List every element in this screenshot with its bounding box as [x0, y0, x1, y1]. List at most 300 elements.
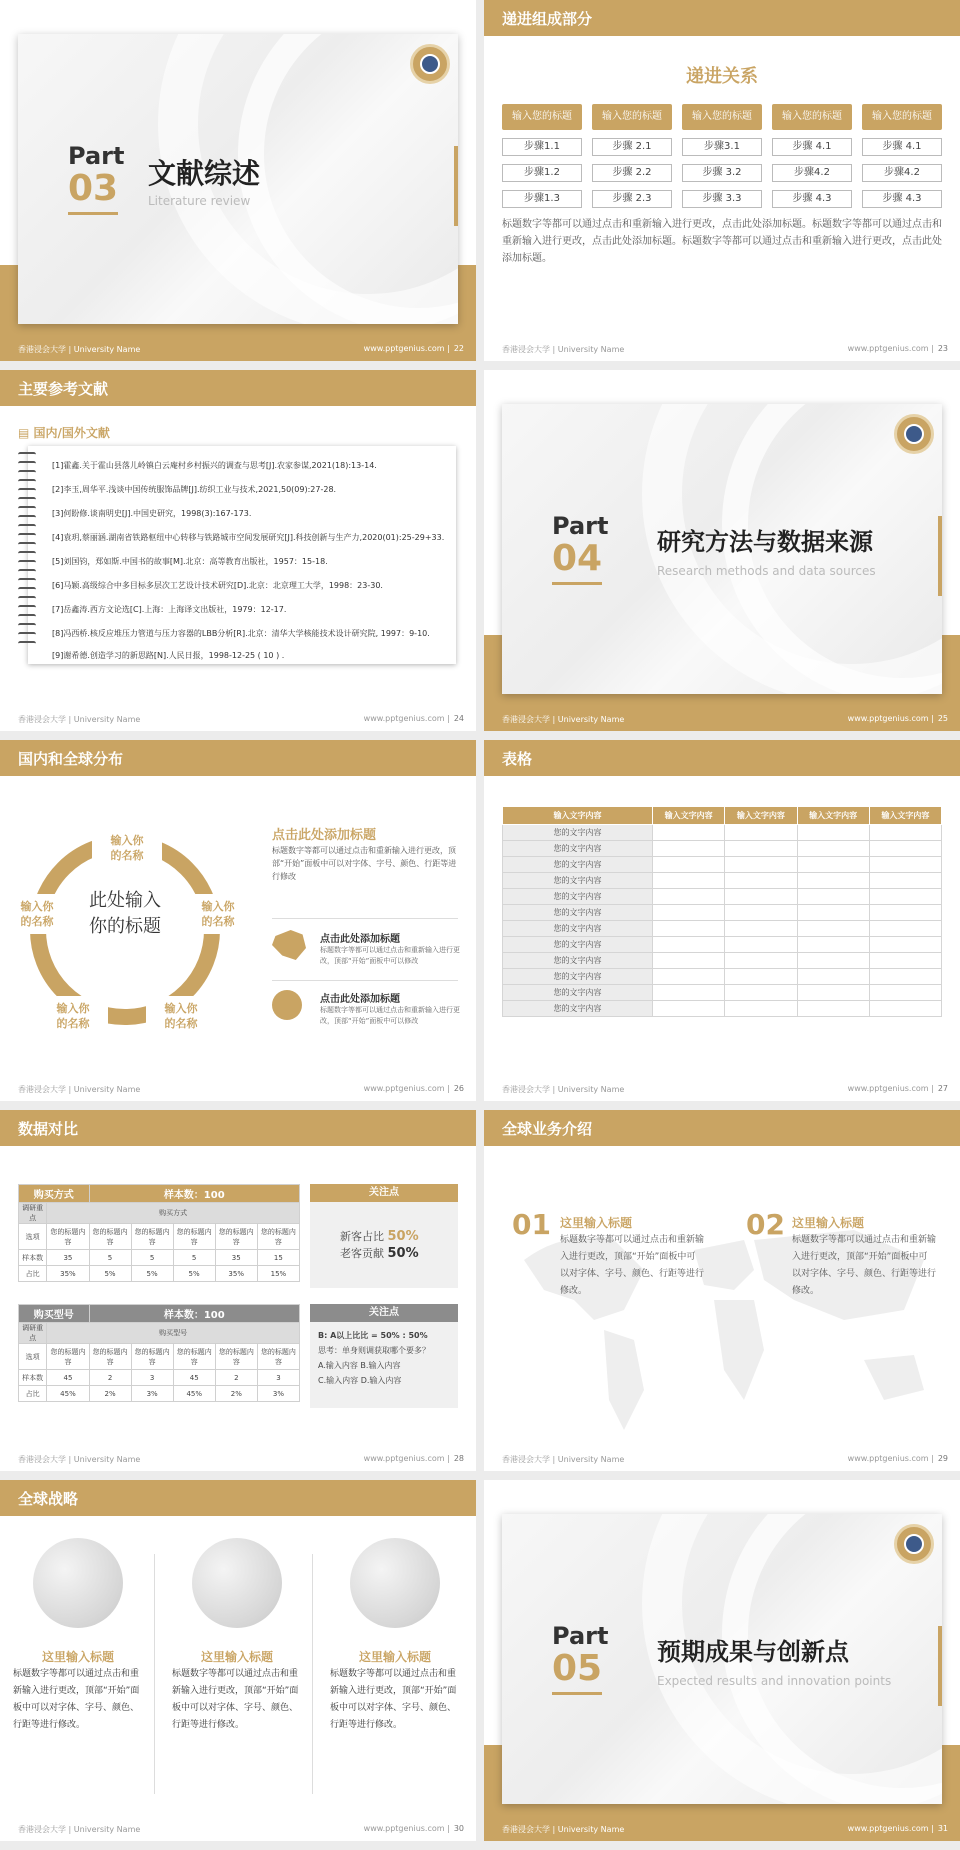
subsection-title	[18, 424, 110, 441]
slide-header	[0, 370, 476, 406]
table-cell	[797, 921, 869, 937]
step-column	[502, 104, 582, 208]
column-head: 输入您的标题	[682, 104, 762, 130]
footer: 香港浸会大学 | University Name www.pptgenius.com | 29	[502, 1454, 948, 1464]
table-cell	[797, 889, 869, 905]
table-row	[19, 1344, 300, 1370]
table-cell	[653, 905, 725, 921]
footer: 香港浸会大学 | University Name www.pptgenius.com | 30	[18, 1824, 464, 1834]
focus-box	[310, 1184, 458, 1288]
table-cell	[869, 1001, 941, 1017]
table-row	[503, 953, 942, 969]
table-row	[503, 825, 942, 841]
china-map-icon	[272, 930, 306, 960]
step-box: 步骤1.3	[502, 190, 582, 208]
table-cell: 35%	[215, 1266, 257, 1282]
part-label: Part	[68, 142, 125, 170]
accent-bar	[938, 516, 942, 596]
footer-site: www.pptgenius.com	[847, 1824, 929, 1833]
table-cell	[797, 873, 869, 889]
part-number: 03	[68, 168, 119, 209]
footer-university: 香港浸会大学 | University Name	[502, 1825, 625, 1834]
slide-title: 主要参考文献	[18, 380, 109, 398]
table-cell: 您的标题内容	[47, 1344, 89, 1370]
table-cell: 您的文字内容	[503, 889, 653, 905]
table-cell	[869, 905, 941, 921]
column-head: 输入您的标题	[862, 104, 942, 130]
step-box: 步骤 3.2	[682, 164, 762, 182]
section-subtitle: Expected results and innovation points	[657, 1674, 892, 1688]
table-cell	[797, 857, 869, 873]
part-underline	[552, 582, 602, 585]
footer-site: www.pptgenius.com	[363, 1084, 445, 1093]
table-cell	[725, 921, 797, 937]
item-text: 标题数字等都可以通过点击和重新输入进行更改，顶部“开始”面板中可以对字体、字号、颜色、行距等进行修改。	[13, 1669, 140, 1730]
step-box: 步骤 4.1	[862, 138, 942, 156]
table-cell: 您的标题内容	[257, 1344, 299, 1370]
section-card	[502, 404, 942, 694]
table-cell	[653, 825, 725, 841]
row-label: 样本数	[19, 1370, 47, 1386]
focus-label: 新客占比	[340, 1230, 384, 1243]
table-cell	[797, 985, 869, 1001]
footer-university: 香港浸会大学 | University Name	[18, 1085, 141, 1094]
globe-icon	[192, 1538, 282, 1628]
page-number: 22	[453, 344, 464, 353]
table-cell: 15	[257, 1250, 299, 1266]
table-cell: 您的文字内容	[503, 937, 653, 953]
part-underline	[552, 1692, 602, 1695]
table-cell: 您的文字内容	[503, 921, 653, 937]
focus-ratio: B: A以上比比 = 50% : 50%	[318, 1331, 428, 1340]
page-number: 25	[937, 714, 948, 723]
table-cell	[869, 937, 941, 953]
footer-site: www.pptgenius.com	[363, 714, 445, 723]
table-cell: 35%	[47, 1266, 89, 1282]
page-number: 31	[937, 1824, 948, 1833]
cycle-node	[38, 996, 108, 1036]
table-cell: 您的文字内容	[503, 969, 653, 985]
accent-bar	[454, 146, 458, 226]
table-cell	[653, 857, 725, 873]
page-number: 23	[937, 344, 948, 353]
table-cell: 15%	[257, 1266, 299, 1282]
slide-23[interactable]	[484, 0, 960, 361]
table-row	[19, 1323, 300, 1344]
table-cell	[725, 905, 797, 921]
table-cell: 5	[89, 1250, 131, 1266]
step-box: 步骤 4.3	[772, 190, 852, 208]
item-title: 这里输入标题	[560, 1216, 633, 1230]
section-subtitle: Literature review	[148, 194, 251, 208]
column-header: 输入文字内容	[725, 807, 797, 825]
divider	[272, 980, 458, 981]
table-cell: 您的文字内容	[503, 825, 653, 841]
table-cell	[725, 889, 797, 905]
row-label: 样本数	[19, 1250, 47, 1266]
slide-30[interactable]	[0, 1480, 476, 1841]
node-line: 的名称	[201, 915, 235, 928]
node-line: 输入你	[56, 1002, 90, 1015]
table-cell: 您的标题内容	[131, 1224, 173, 1250]
table-cell	[725, 985, 797, 1001]
item-text: 标题数字等都可以通过点击和重新输入进行更改，顶部“开始”面板中可以对字体、字号、颜色、行距等进行修改。	[560, 1235, 705, 1296]
table-cell: 5%	[131, 1266, 173, 1282]
step-column	[592, 104, 672, 208]
table-title-row	[19, 1185, 300, 1203]
cycle-node	[2, 894, 72, 934]
step-box: 步骤4.2	[772, 164, 852, 182]
footer-university: 香港浸会大学 | University Name	[18, 1455, 141, 1464]
slide-26[interactable]	[0, 740, 476, 1101]
slide-title: 数据对比	[18, 1120, 79, 1138]
step-box: 步骤 3.3	[682, 190, 762, 208]
footer-site: www.pptgenius.com	[847, 1084, 929, 1093]
table-row	[19, 1370, 300, 1386]
table-cell	[653, 873, 725, 889]
table-cell	[869, 841, 941, 857]
section-title: 研究方法与数据来源	[657, 528, 873, 556]
node-line: 的名称	[110, 849, 144, 862]
table-cell: 您的文字内容	[503, 985, 653, 1001]
table-row	[503, 873, 942, 889]
reference-item: [4]袁玥,蔡丽涵.湖南省铁路枢纽中心转移与铁路城市空间发展研究[J].科技创新与生产力,2020(01):25-29+33.	[52, 533, 445, 542]
step-box: 步骤4.2	[862, 164, 942, 182]
table-cell	[797, 1001, 869, 1017]
slide-25[interactable]	[484, 370, 960, 731]
table-cell: 您的标题内容	[215, 1224, 257, 1250]
table-cell	[869, 985, 941, 1001]
table-row	[503, 985, 942, 1001]
row-label: 选项	[19, 1344, 47, 1370]
column-header: 输入文字内容	[797, 807, 869, 825]
table-cell	[725, 873, 797, 889]
column-head: 输入您的标题	[772, 104, 852, 130]
option: A.输入内容	[318, 1361, 358, 1370]
part-label: Part	[552, 512, 609, 540]
table-cell	[725, 841, 797, 857]
slide-header	[484, 1110, 960, 1146]
table-cell	[869, 953, 941, 969]
table-cell	[725, 969, 797, 985]
footer-university: 香港浸会大学 | University Name	[18, 715, 141, 724]
footer-university: 香港浸会大学 | University Name	[502, 1455, 625, 1464]
footer-university: 香港浸会大学 | University Name	[502, 345, 625, 354]
table-cell	[653, 921, 725, 937]
table-row	[503, 841, 942, 857]
table-cell	[725, 825, 797, 841]
slide-title: 表格	[502, 750, 533, 768]
column-head: 输入您的标题	[592, 104, 672, 130]
slide-header	[0, 1110, 476, 1146]
section-subtitle: Research methods and data sources	[657, 564, 876, 578]
row-label: 占比	[19, 1266, 47, 1282]
table-cell: 您的标题内容	[131, 1344, 173, 1370]
table-cell	[869, 921, 941, 937]
reference-item: [9]谢希德.创造学习的新思路[N].人民日报，1998-12-25 ( 10 ) .	[52, 651, 285, 660]
table-cell	[653, 1001, 725, 1017]
item-title: 点击此处添加标题	[320, 994, 400, 1005]
table-title-row	[19, 1305, 300, 1323]
table-cell	[797, 905, 869, 921]
footer: 香港浸会大学 | University Name www.pptgenius.com | 28	[18, 1454, 464, 1464]
footer-site: www.pptgenius.com	[847, 344, 929, 353]
table-cell	[797, 937, 869, 953]
footer-university: 香港浸会大学 | University Name	[502, 1085, 625, 1094]
table-cell: 您的标题内容	[47, 1224, 89, 1250]
cycle-node	[183, 894, 253, 934]
step-box: 步骤 4.1	[772, 138, 852, 156]
step-column	[862, 104, 942, 208]
reference-item: [2]李玉,周华平.浅谈中国传统服饰品牌[J].纺织工业与技术,2021,50(09):27-28.	[52, 485, 337, 494]
footer-site: www.pptgenius.com	[847, 714, 929, 723]
slide-24[interactable]	[0, 370, 476, 731]
slide-29[interactable]	[484, 1110, 960, 1471]
page-number: 24	[453, 714, 464, 723]
divider	[272, 918, 458, 919]
sample-size: 样本数：100	[89, 1185, 299, 1203]
table-cell: 5	[173, 1250, 215, 1266]
table-cell	[797, 969, 869, 985]
table-title: 购买型号	[19, 1305, 90, 1323]
row-value: 购买型号	[47, 1323, 300, 1344]
accent-bar	[938, 1626, 942, 1706]
item-title: 点击此处添加标题	[320, 934, 400, 945]
step-box: 步骤 2.3	[592, 190, 672, 208]
page-number: 27	[937, 1084, 948, 1093]
comparison-table	[18, 1304, 300, 1402]
focus-value: 50%	[387, 1246, 419, 1261]
item-title: 这里输入标题	[792, 1216, 865, 1230]
footer-university: 香港浸会大学 | University Name	[502, 715, 625, 724]
globe-icon	[350, 1538, 440, 1628]
table-header-row	[503, 807, 942, 825]
reference-item: [1]霍鑫.关于霍山县落儿岭镇白云庵村乡村振兴的调查与思考[J].农家参谋,2021(18):13-14.	[52, 461, 377, 470]
slide-22[interactable]	[0, 0, 476, 361]
reference-notebook	[28, 446, 456, 664]
page-number: 28	[453, 1454, 464, 1463]
table-row	[19, 1224, 300, 1250]
table-row	[19, 1250, 300, 1266]
table-row	[503, 905, 942, 921]
table-cell: 您的文字内容	[503, 841, 653, 857]
table-cell: 您的标题内容	[215, 1344, 257, 1370]
table-row	[503, 889, 942, 905]
footer-university: 香港浸会大学 | University Name	[18, 1825, 141, 1834]
table-cell	[797, 825, 869, 841]
step-box: 步骤 2.1	[592, 138, 672, 156]
step-box: 步骤 2.2	[592, 164, 672, 182]
slide-31[interactable]	[484, 1480, 960, 1841]
table-cell	[869, 969, 941, 985]
table-cell: 45%	[173, 1386, 215, 1402]
step-column	[682, 104, 762, 208]
item-text: 标题数字等都可以通过点击和重新输入进行更改，顶部“开始”面板中可以对字体、字号、颜色、行距等进行修改。	[330, 1669, 457, 1730]
table-cell: 5	[131, 1250, 173, 1266]
footer-site: www.pptgenius.com	[847, 1454, 929, 1463]
part-number: 04	[552, 538, 603, 579]
table-cell: 5%	[89, 1266, 131, 1282]
table-cell: 45	[47, 1370, 89, 1386]
content-text: 标题数字等都可以通过点击和重新输入进行更改，顶部“开始”面板中可以对字体、字号、颜色、行距等进行修改	[272, 846, 457, 881]
table-row	[503, 969, 942, 985]
globe-icon	[33, 1538, 123, 1628]
step-column	[772, 104, 852, 208]
focus-label: 老客贡献	[340, 1247, 384, 1260]
reference-item: [8]冯西桥.核反应堆压力管道与压力容器的LBB分析[R].北京：清华大学核能技术设计研究院, 1997：9-10.	[52, 629, 430, 638]
divider	[312, 1554, 313, 1794]
slide-header	[484, 740, 960, 776]
footer-site: www.pptgenius.com	[363, 1454, 445, 1463]
table-cell	[725, 857, 797, 873]
table-cell: 您的文字内容	[503, 1001, 653, 1017]
table-row	[503, 937, 942, 953]
table-cell	[869, 825, 941, 841]
node-line: 输入你	[164, 1002, 198, 1015]
page-number: 29	[937, 1454, 948, 1463]
globe-icon	[272, 990, 302, 1020]
step-box: 步骤3.1	[682, 138, 762, 156]
table-cell: 您的文字内容	[503, 953, 653, 969]
node-line: 输入你	[110, 834, 144, 847]
table-cell	[725, 1001, 797, 1017]
cycle-node	[92, 828, 162, 868]
data-table	[502, 806, 942, 1017]
table-cell: 您的标题内容	[173, 1224, 215, 1250]
focus-question: 思考：单身则调获取哪个要多？	[318, 1346, 430, 1355]
row-label: 选项	[19, 1224, 47, 1250]
table-row	[503, 921, 942, 937]
table-cell	[797, 953, 869, 969]
part-underline	[68, 212, 118, 215]
column-header: 输入文字内容	[869, 807, 941, 825]
table-cell	[653, 841, 725, 857]
subsection-label: 国内/国外文献	[33, 426, 110, 440]
center-line: 你的标题	[89, 916, 161, 937]
table-cell	[653, 889, 725, 905]
table-cell	[797, 841, 869, 857]
slide-header	[0, 740, 476, 776]
table-cell	[869, 889, 941, 905]
node-line: 的名称	[56, 1017, 90, 1030]
table-cell: 您的文字内容	[503, 857, 653, 873]
table-cell: 5%	[173, 1266, 215, 1282]
table-cell: 45	[173, 1370, 215, 1386]
table-cell: 2%	[89, 1386, 131, 1402]
footer: 香港浸会大学 | University Name www.pptgenius.com | 26	[18, 1084, 464, 1094]
table-cell: 您的标题内容	[257, 1224, 299, 1250]
footer: 香港浸会大学 | University Name www.pptgenius.com | 23	[502, 344, 948, 354]
section-card	[18, 34, 458, 324]
item-title: 这里输入标题	[41, 1650, 114, 1664]
table-cell	[869, 873, 941, 889]
option: D.输入内容	[360, 1376, 402, 1385]
section-title: 预期成果与创新点	[657, 1638, 849, 1666]
table-cell: 您的文字内容	[503, 873, 653, 889]
table-row	[19, 1386, 300, 1402]
table-cell: 您的标题内容	[173, 1344, 215, 1370]
part-number: 05	[552, 1648, 603, 1689]
reference-item: [6]马颖.高级综合中多目标多层次工艺设计技术研究[D].北京：北京理工大学，1998：23-30.	[52, 581, 383, 590]
content-title: 点击此处添加标题	[272, 828, 377, 843]
footer-site: www.pptgenius.com	[363, 344, 445, 353]
page-number: 30	[453, 1824, 464, 1833]
footer: 香港浸会大学 | University Name www.pptgenius.com | 25	[502, 714, 948, 724]
table-row	[19, 1203, 300, 1224]
table-cell	[725, 953, 797, 969]
table-cell	[653, 985, 725, 1001]
focus-head: 关注点	[310, 1304, 458, 1322]
slide-header	[0, 1480, 476, 1516]
reference-item: [5]刘国钧，郑如斯.中国书的故事[M].北京：高等教育出版社，1957：15-18.	[52, 557, 328, 566]
university-logo	[894, 414, 934, 454]
slide-title: 国内和全球分布	[18, 750, 124, 768]
book-icon: ▤	[18, 426, 34, 440]
center-line: 此处输入	[89, 890, 161, 911]
column-header: 输入文字内容	[503, 807, 653, 825]
focus-value: 50%	[387, 1229, 419, 1244]
node-line: 输入你	[20, 900, 54, 913]
comparison-table	[18, 1184, 300, 1282]
table-cell	[725, 937, 797, 953]
cycle-center-title	[72, 888, 178, 940]
table-row	[503, 1001, 942, 1017]
part-label: Part	[552, 1622, 609, 1650]
table-cell	[653, 969, 725, 985]
table-cell: 您的文字内容	[503, 905, 653, 921]
table-cell: 您的标题内容	[89, 1224, 131, 1250]
slide-title: 递进组成部分	[502, 10, 593, 28]
table-title: 购买方式	[19, 1185, 90, 1203]
item-number: 02	[746, 1208, 785, 1241]
item-title: 这里输入标题	[200, 1650, 273, 1664]
node-line: 输入你	[201, 900, 235, 913]
table-cell: 2	[89, 1370, 131, 1386]
item-text: 标题数字等都可以通过点击和重新输入进行更改，顶部“开始”面板中可以修改	[320, 1006, 460, 1025]
table-cell: 3%	[257, 1386, 299, 1402]
footer: 香港浸会大学 | University Name www.pptgenius.com | 24	[18, 714, 464, 724]
table-cell: 3%	[131, 1386, 173, 1402]
table-cell	[653, 953, 725, 969]
column-header: 输入文字内容	[653, 807, 725, 825]
row-label: 调研重点	[19, 1203, 47, 1224]
footer: 香港浸会大学 | University Name www.pptgenius.com | 22	[18, 344, 464, 354]
slide-title: 全球业务介绍	[502, 1120, 593, 1138]
table-cell: 2%	[215, 1386, 257, 1402]
row-label: 占比	[19, 1386, 47, 1402]
step-box: 步骤 4.3	[862, 190, 942, 208]
row-label: 调研重点	[19, 1323, 47, 1344]
node-line: 的名称	[20, 915, 54, 928]
footer-site: www.pptgenius.com	[363, 1824, 445, 1833]
table-cell	[869, 857, 941, 873]
footer: 香港浸会大学 | University Name www.pptgenius.com | 27	[502, 1084, 948, 1094]
slide-28[interactable]	[0, 1110, 476, 1471]
diagram-title: 递进关系	[686, 66, 758, 87]
item-text: 标题数字等都可以通过点击和重新输入进行更改，顶部“开始”面板中可以对字体、字号、颜色、行距等进行修改。	[172, 1669, 299, 1730]
divider	[154, 1554, 155, 1794]
table-cell: 35	[215, 1250, 257, 1266]
page-number: 26	[453, 1084, 464, 1093]
table-cell: 35	[47, 1250, 89, 1266]
step-box: 步骤1.2	[502, 164, 582, 182]
item-title: 这里输入标题	[358, 1650, 431, 1664]
slide-27[interactable]	[484, 740, 960, 1101]
option: B.输入内容	[360, 1361, 401, 1370]
cycle-node	[146, 996, 216, 1036]
slide-header	[484, 0, 960, 36]
university-logo	[894, 1524, 934, 1564]
